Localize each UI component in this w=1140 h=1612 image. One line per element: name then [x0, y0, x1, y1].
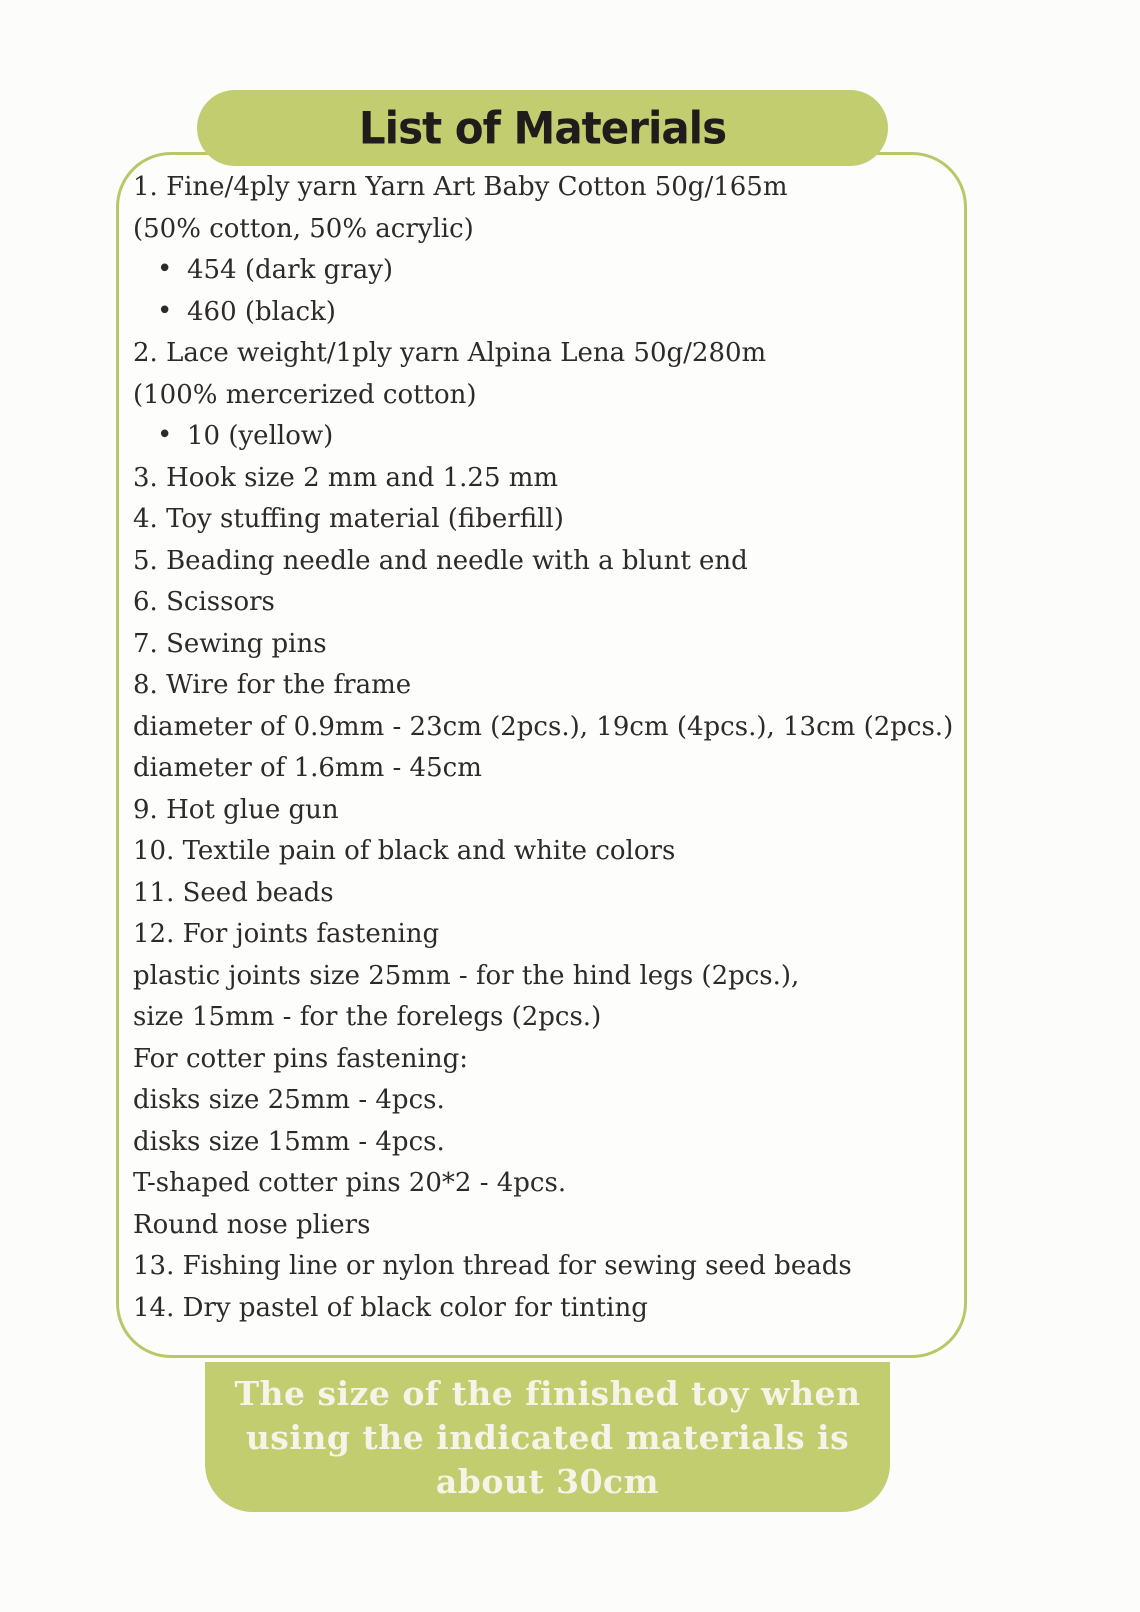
material-line — [133, 209, 958, 251]
material-line — [133, 914, 958, 956]
material-line — [133, 167, 958, 209]
material-line — [133, 375, 958, 417]
material-line-text: 454 (dark gray) — [187, 255, 394, 285]
material-line-text: size 15mm - for the forelegs (2pcs.) — [133, 1002, 602, 1032]
material-line-text: disks size 15mm - 4pcs. — [133, 1126, 445, 1157]
footer-note-badge — [205, 1362, 890, 1512]
material-line-text: 10 (yellow) — [187, 421, 334, 451]
material-line — [133, 1039, 958, 1081]
material-line — [133, 956, 958, 998]
material-line-text: disks size 25mm - 4pcs. — [133, 1085, 445, 1115]
material-line — [133, 458, 958, 500]
material-line-text: 5. Beading needle and needle with a blunt end — [133, 545, 748, 576]
material-line — [133, 1288, 958, 1330]
header-badge — [197, 90, 888, 166]
material-line-text: Round nose pliers — [133, 1209, 371, 1240]
material-bullet-item — [133, 292, 958, 334]
footer-note-line-1: The size of the finished toy when — [234, 1374, 861, 1413]
material-line — [133, 333, 958, 375]
material-line-text: plastic joints size 25mm - for the hind legs (2pcs.), — [133, 960, 800, 991]
materials-list — [133, 167, 958, 1329]
material-line-text: 2. Lace weight/1ply yarn Alpina Lena 50g/280m — [133, 338, 767, 368]
footer-note-line-2: using the indicated materials is — [245, 1418, 850, 1457]
material-line-text: (50% cotton, 50% acrylic) — [133, 213, 474, 244]
material-line-text: 11. Seed beads — [133, 877, 334, 908]
material-line — [133, 1205, 958, 1247]
material-line-text: For cotter pins fastening: — [133, 1043, 468, 1074]
material-line — [133, 831, 958, 873]
material-line-text: 7. Sewing pins — [133, 628, 327, 659]
material-line-text: 3. Hook size 2 mm and 1.25 mm — [133, 462, 559, 493]
material-line-text: 10. Textile pain of black and white colors — [133, 836, 676, 866]
material-line — [133, 541, 958, 583]
material-line-text: 1. Fine/4ply yarn Yarn Art Baby Cotton 50g/165m — [133, 172, 788, 202]
material-line — [133, 1080, 958, 1122]
material-line-text: 13. Fishing line or nylon thread for sewing seed beads — [133, 1251, 852, 1281]
footer-note-line-3: about 30cm — [435, 1462, 660, 1501]
material-line-text: diameter of 1.6mm - 45cm — [133, 753, 482, 783]
bullet-dot-icon: • — [157, 420, 173, 450]
material-line — [133, 997, 958, 1039]
material-line — [133, 499, 958, 541]
page-title: List of Materials — [358, 102, 727, 154]
material-line — [133, 1122, 958, 1164]
material-line — [133, 707, 958, 749]
material-bullet-item — [133, 416, 958, 458]
material-line — [133, 748, 958, 790]
material-line — [133, 582, 958, 624]
material-line-text: 6. Scissors — [133, 587, 275, 617]
bullet-dot-icon: • — [157, 295, 173, 326]
material-line — [133, 624, 958, 666]
material-line — [133, 1163, 958, 1205]
material-line-text: diameter of 0.9mm - 23cm (2pcs.), 19cm (4pcs.), 13cm (2pcs.) — [133, 711, 954, 742]
material-line-text: 8. Wire for the frame — [133, 670, 412, 700]
material-line — [133, 1246, 958, 1288]
material-line-text: 9. Hot glue gun — [133, 794, 339, 825]
material-line-text: (100% mercerized cotton) — [133, 379, 477, 410]
material-line — [133, 873, 958, 915]
material-line-text: 14. Dry pastel of black color for tinting — [133, 1292, 648, 1323]
bullet-dot-icon: • — [157, 254, 173, 284]
material-line-text: 460 (black) — [187, 296, 336, 327]
material-bullet-item — [133, 250, 958, 292]
material-line-text: T-shaped cotter pins 20*2 - 4pcs. — [133, 1168, 567, 1198]
materials-box — [116, 152, 967, 1358]
material-line — [133, 665, 958, 707]
material-line-text: 12. For joints fastening — [133, 919, 440, 949]
material-line-text: 4. Toy stuffing material (fiberfill) — [133, 504, 564, 534]
material-line — [133, 790, 958, 832]
